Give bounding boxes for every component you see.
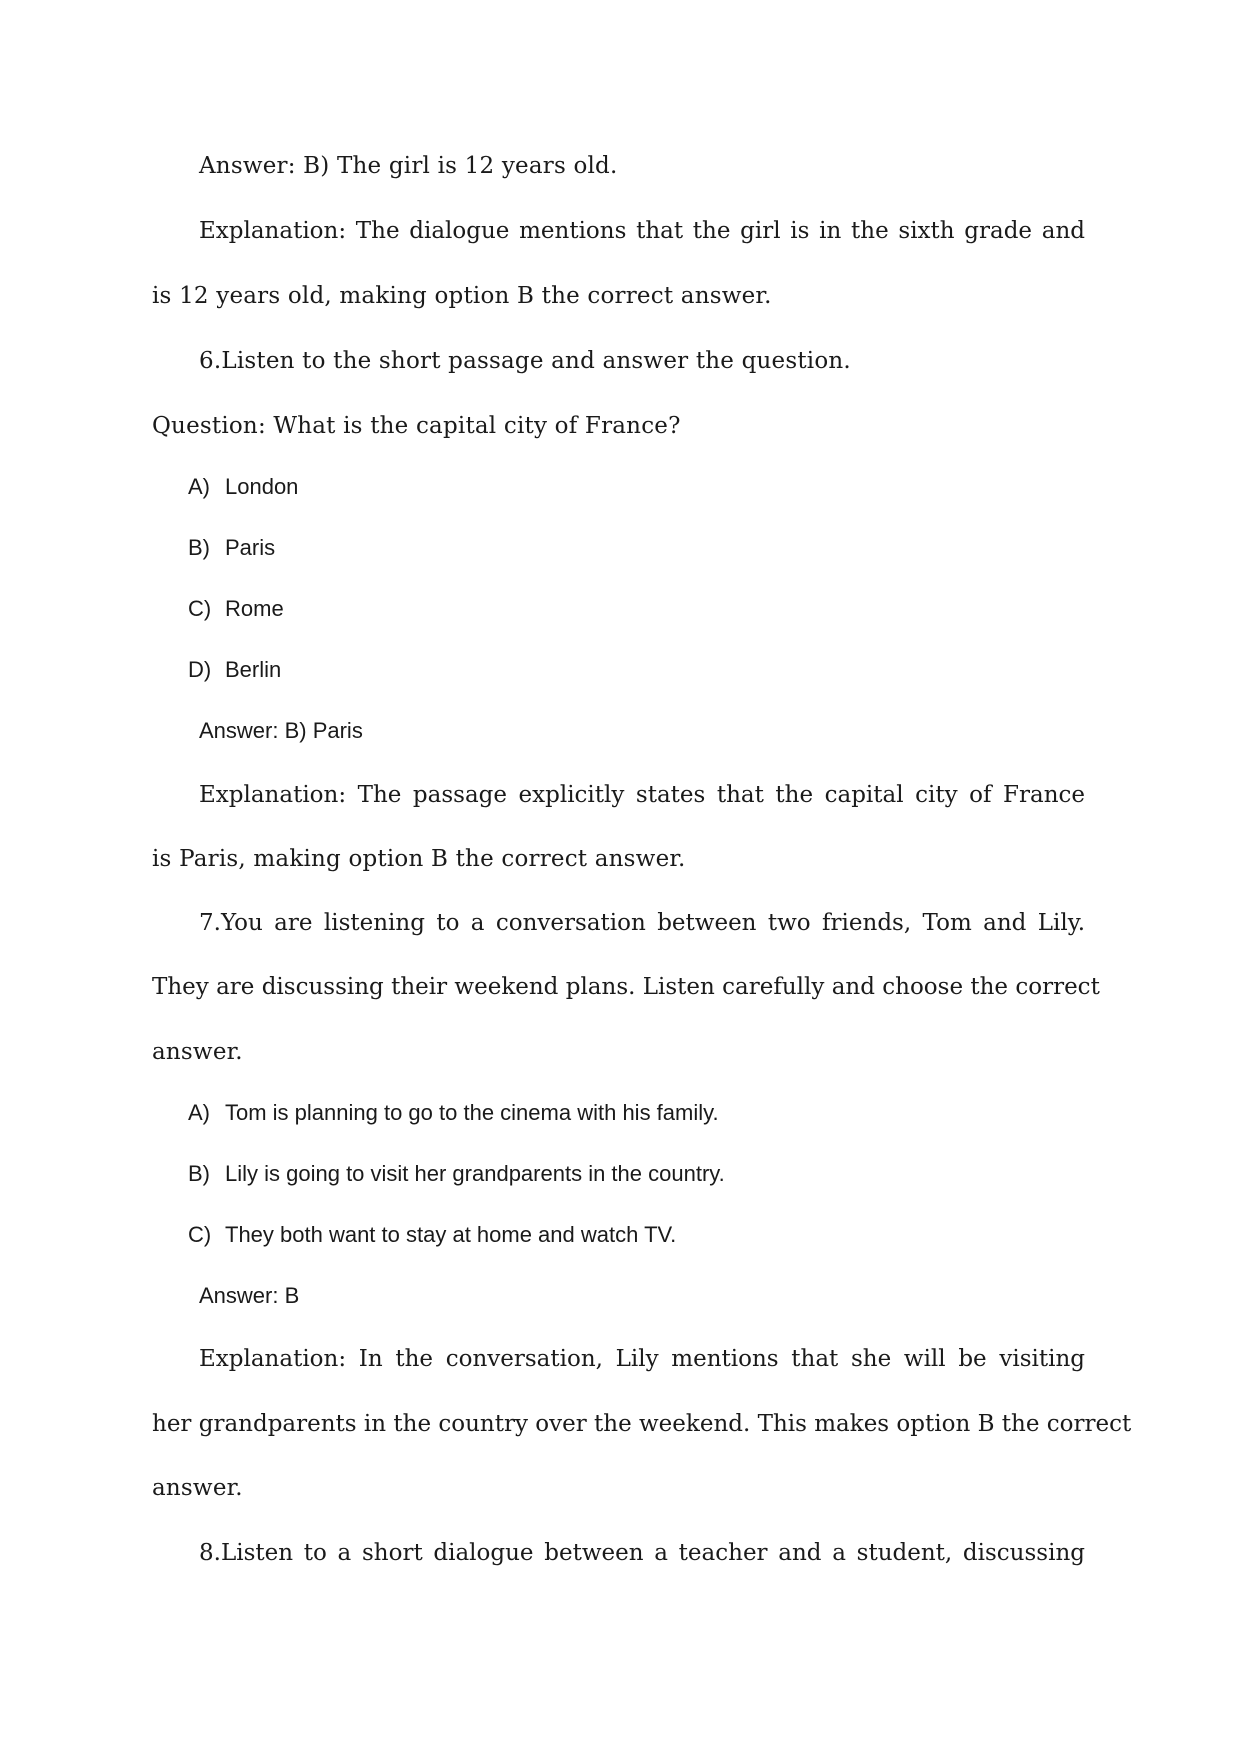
option-letter: A)	[188, 1100, 210, 1125]
q5-answer: Answer: B) The girl is 12 years old.	[199, 153, 618, 179]
option-letter: A)	[188, 474, 210, 499]
option-text: Berlin	[225, 657, 282, 682]
q5-explanation-line-2: is 12 years old, making option B the correct answer.	[152, 283, 772, 309]
option-letter: B)	[188, 1161, 210, 1186]
option-letter: B)	[188, 535, 210, 560]
q7-explanation-line-3: answer.	[152, 1475, 243, 1501]
option-letter: C)	[188, 596, 212, 621]
q6-question: Question: What is the capital city of France?	[152, 413, 681, 439]
q7-prompt-line-1: 7.You are listening to a conversation between two friends, Tom and Lily.	[199, 910, 1085, 936]
option-text: Paris	[225, 535, 276, 560]
option-letter: D)	[188, 657, 212, 682]
q7-explanation-line-2: her grandparents in the country over the weekend. This makes option B the correct	[152, 1411, 1132, 1437]
q5-explanation-line-1: Explanation: The dialogue mentions that the girl is in the sixth grade and	[199, 218, 1085, 244]
q7-explanation-line-1: Explanation: In the conversation, Lily mentions that she will be visiting	[199, 1346, 1085, 1372]
option-text: They both want to stay at home and watch TV.	[225, 1222, 677, 1247]
q7-prompt-line-2: They are discussing their weekend plans. Listen carefully and choose the correct	[152, 974, 1100, 1000]
option-letter: C)	[188, 1222, 212, 1247]
q7-prompt-line-3: answer.	[152, 1039, 243, 1065]
q7-answer: Answer: B	[199, 1283, 300, 1308]
q6-explanation-line-1: Explanation: The passage explicitly states that the capital city of France	[199, 782, 1085, 808]
q6-explanation-line-2: is Paris, making option B the correct answer.	[152, 846, 686, 872]
option-text: London	[225, 474, 299, 499]
q6-prompt: 6.Listen to the short passage and answer the question.	[199, 348, 851, 374]
q8-prompt-line-1: 8.Listen to a short dialogue between a teacher and a student, discussing	[199, 1540, 1085, 1566]
option-text: Rome	[225, 596, 284, 621]
option-text: Lily is going to visit her grandparents in the country.	[225, 1161, 725, 1186]
q6-answer: Answer: B) Paris	[199, 718, 363, 743]
option-text: Tom is planning to go to the cinema with his family.	[225, 1100, 719, 1125]
